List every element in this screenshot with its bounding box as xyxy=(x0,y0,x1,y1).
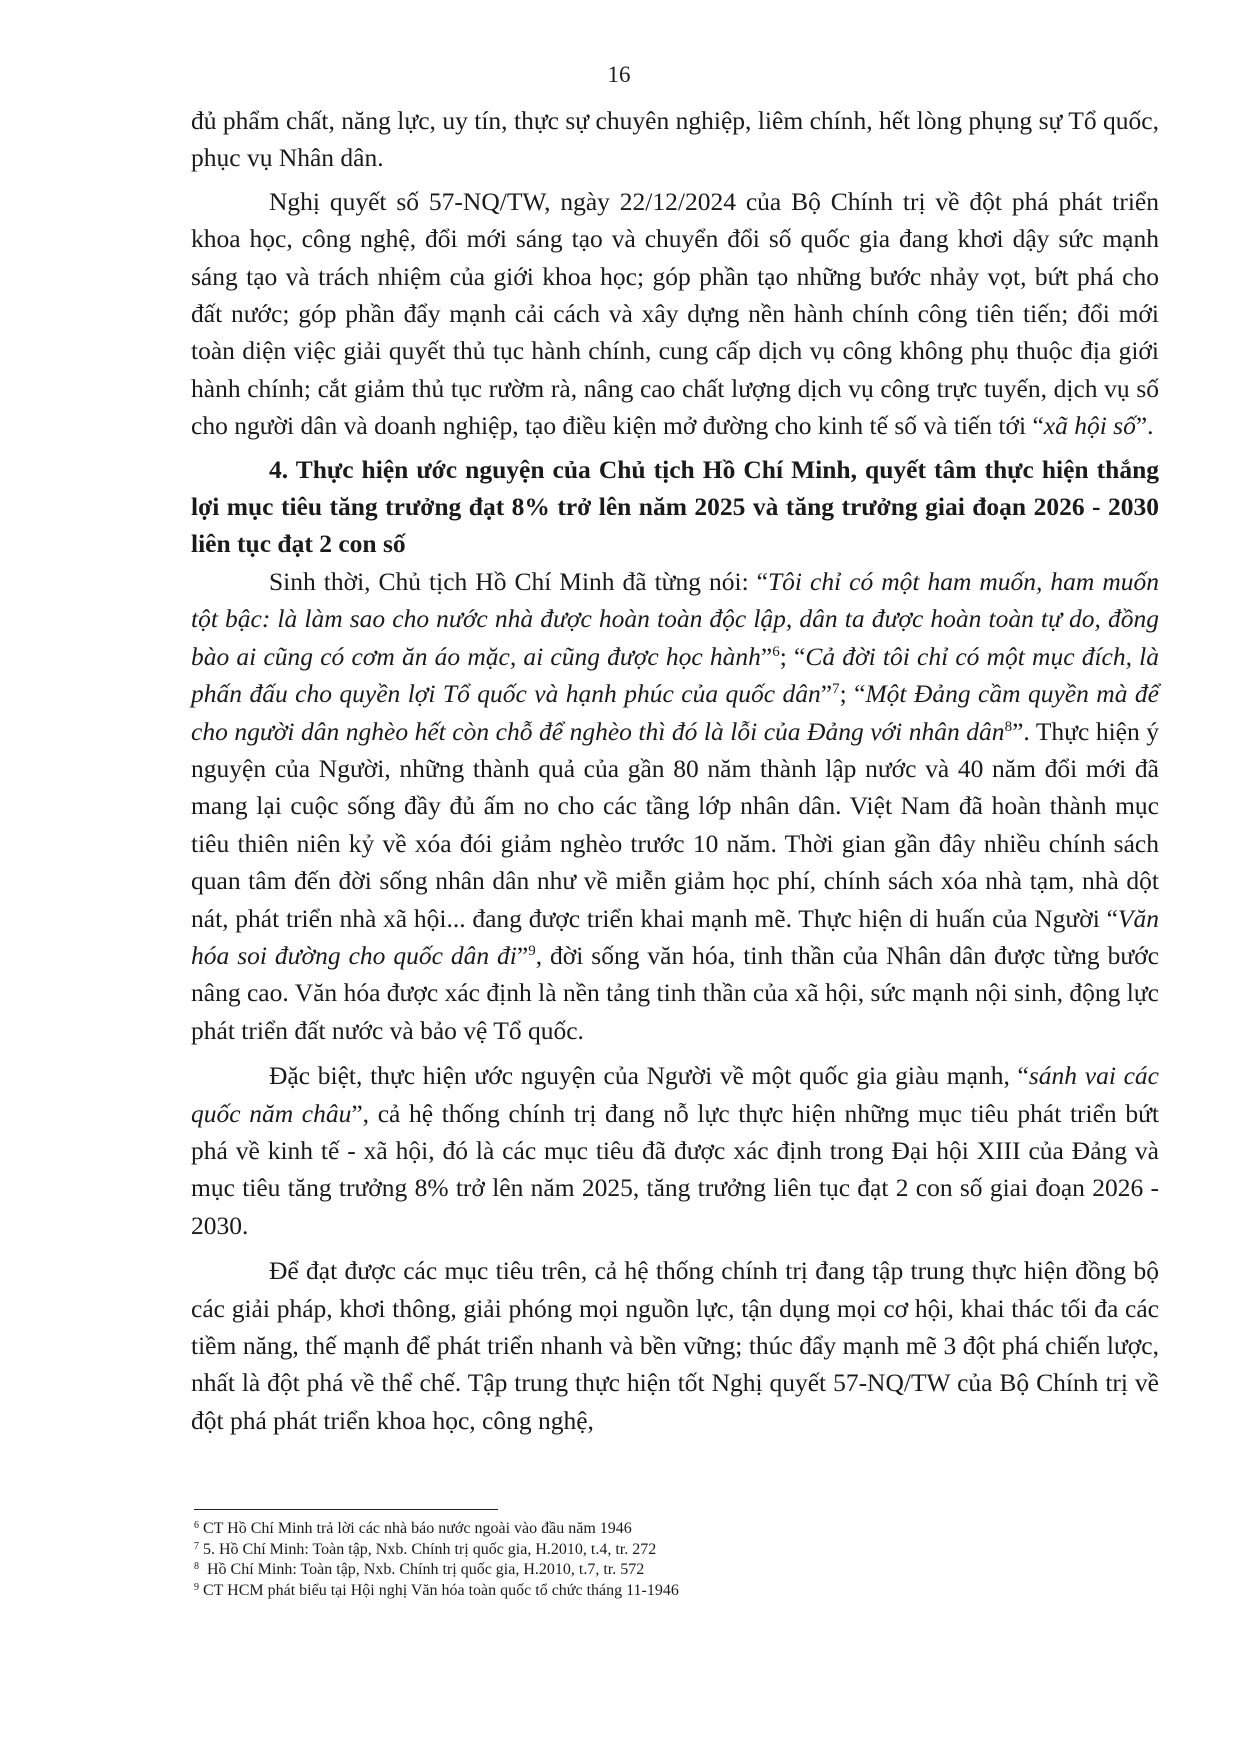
footnote-text: CT Hồ Chí Minh trả lời các nhà báo nước ngoài vào đầu năm 1946 xyxy=(203,1520,632,1537)
quote-van-hoa: Văn hóa soi đường cho quốc dân đi xyxy=(191,903,1159,970)
paragraph-text: ” xyxy=(760,641,773,671)
footnotes xyxy=(194,1519,1094,1601)
quote-dang-cam-quyen: Một Đảng cầm quyền mà để cho người dân nghèo hết còn chỗ để nghèo thì đó là lỗi của Đảng với nhân dân xyxy=(191,679,1159,746)
quote-muc-dich: Cả đời tôi chỉ có một mục đích, là phấn đấu cho quyền lợi Tổ quốc và hạnh phúc của quốc dân xyxy=(191,641,1159,709)
page-number: 16 xyxy=(607,62,631,87)
paragraph-ho-chi-minh-quotes xyxy=(191,563,1159,1049)
paragraph-text: ” xyxy=(820,679,833,709)
emphasis-digital-society: xã hội số xyxy=(1043,411,1136,441)
section-heading: 4. Thực hiện ước nguyện của Chủ tịch Hồ Chí Minh, quyết tâm thực hiện thắng lợi mục tiêu tăng trưởng đạt 8% trở lên năm 2025 và tăng trưởng giai đoạn 2026 - 2030 liên tục đạt 2 con số xyxy=(191,454,1159,559)
paragraph-text: , đời sống văn hóa, tinh thần của Nhân dân được từng bước nâng cao. Văn hóa được xác định là nền tảng tinh thần của xã hội, sức mạnh nội sinh, động lực phát triển đất nước và bảo vệ Tổ quốc. xyxy=(191,940,1159,1045)
footnote-text: Hồ Chí Minh: Toàn tập, Nxb. Chính trị quốc gia, H.2010, t.7, tr. 572 xyxy=(203,1561,645,1578)
paragraph-text: Sinh thời, Chủ tịch Hồ Chí Minh đã từng nói: “ xyxy=(269,566,768,596)
paragraph-text: ; “ xyxy=(839,679,866,709)
footnote-text: 5. Hồ Chí Minh: Toàn tập, Nxb. Chính trị quốc gia, H.2010, t.4, tr. 272 xyxy=(203,1540,657,1558)
paragraph-resolution-57 xyxy=(191,183,1159,445)
footnote-number: 7 xyxy=(194,1540,199,1552)
footnote-7 xyxy=(194,1540,1094,1561)
footnote-9 xyxy=(194,1581,1094,1602)
footnote-6 xyxy=(194,1519,1094,1540)
footnote-separator xyxy=(194,1509,498,1510)
paragraph-text: ”. Thực hiện ý nguyện của Người, những thành quả của gần 80 năm thành lập nước và 40 năm đổi mới đã mang lại cuộc sống đầy đủ ấm no cho các tầng lớp nhân dân. Việt Nam đã hoàn thành mục tiêu thiên niên kỷ về xóa đói giảm nghèo trước 10 năm. Thời gian gần đây nhiều chính sách quan tâm đến đời sống nhân dân như về miễn giảm học phí, chính sách xóa nhà tạm, nhà dột nát, phát triển nhà xã hội... đang được triển khai mạnh mẽ. Thực hiện di huấn của Người “ xyxy=(191,716,1159,933)
paragraph-continued: đủ phẩm chất, năng lực, uy tín, thực sự chuyên nghiệp, liêm chính, hết lòng phụng sự Tổ quốc, phục vụ Nhân dân. xyxy=(191,106,1159,173)
emphasis-sanh-vai: sánh vai các quốc năm châu xyxy=(191,1061,1159,1128)
footnote-text: CT HCM phát biểu tại Hội nghị Văn hóa toàn quốc tổ chức tháng 11-1946 xyxy=(203,1581,679,1599)
paragraph-text: ”. xyxy=(1135,411,1154,441)
body-text xyxy=(191,102,1159,1439)
footnote-number: 9 xyxy=(194,1581,199,1593)
paragraph-text: ”, cả hệ thống chính trị đang nỗ lực thực hiện những mục tiêu phát triển bứt phá về kinh tế - xã hội, đó là các mục tiêu đã được xác định trong Đại hội XIII của Đảng và mục tiêu tăng trưởng 8% trở lên năm 2025, tăng trưởng liên tục đạt 2 con số giai đoạn 2026 - 2030. xyxy=(191,1098,1159,1240)
footnote-ref-8[interactable]: 8 xyxy=(1004,718,1013,735)
footnote-number: 8 xyxy=(194,1561,199,1572)
footnote-8 xyxy=(194,1560,1094,1581)
paragraph-text: ; “ xyxy=(779,641,806,671)
quote-ham-muon: Tôi chỉ có một ham muốn, ham muốn tột bậc: là làm sao cho nước nhà được hoàn toàn độc lập, dân ta được hoàn toàn tự do, đồng bào ai cũng có cơm ăn áo mặc, ai cũng được học hành xyxy=(191,566,1159,671)
paragraph-text: Nghị quyết số 57-NQ/TW, ngày 22/12/2024 của Bộ Chính trị về đột phá phát triển khoa học, công nghệ, đổi mới sáng tạo và chuyển đổi số quốc gia đang khơi dậy sức mạnh sáng tạo và trách nhiệm của giới khoa học; góp phần tạo những bước nhảy vọt, bứt phá cho đất nước; góp phần đẩy mạnh cải cách và xây dựng nền hành chính công tiên tiến; đổi mới toàn diện việc giải quyết thủ tục hành chính, cung cấp dịch vụ công không phụ thuộc địa giới hành chính; cắt giảm thủ tục rườm rà, nâng cao chất lượng dịch vụ công trực tuyến, dịch vụ số cho người dân và doanh nghiệp, tạo điều kiện mở đường cho kinh tế số và tiến tới “ xyxy=(191,186,1159,441)
footnote-number: 6 xyxy=(194,1520,199,1531)
paragraph-text: ” xyxy=(516,940,529,970)
footnote-ref-7[interactable]: 7 xyxy=(832,681,840,698)
footnote-ref-6[interactable]: 6 xyxy=(772,643,780,660)
paragraph-text: Đặc biệt, thực hiện ước nguyện của Người về một quốc gia giàu mạnh, “ xyxy=(269,1061,1029,1091)
paragraph-de-dat-duoc: Để đạt được các mục tiêu trên, cả hệ thống chính trị đang tập trung thực hiện đồng bộ các giải pháp, khơi thông, giải phóng mọi nguồn lực, tận dụng mọi cơ hội, khai thác tối đa các tiềm năng, thế mạnh để phát triển nhanh và bền vững; thúc đẩy mạnh mẽ 3 đột phá chiến lược, nhất là đột phá về thể chế. Tập trung thực hiện tốt Nghị quyết 57-NQ/TW của Bộ Chính trị về đột phá phát triển khoa học, công nghệ, xyxy=(191,1256,1159,1435)
footnote-ref-9[interactable]: 9 xyxy=(528,942,536,959)
paragraph-dac-biet xyxy=(191,1057,1159,1244)
